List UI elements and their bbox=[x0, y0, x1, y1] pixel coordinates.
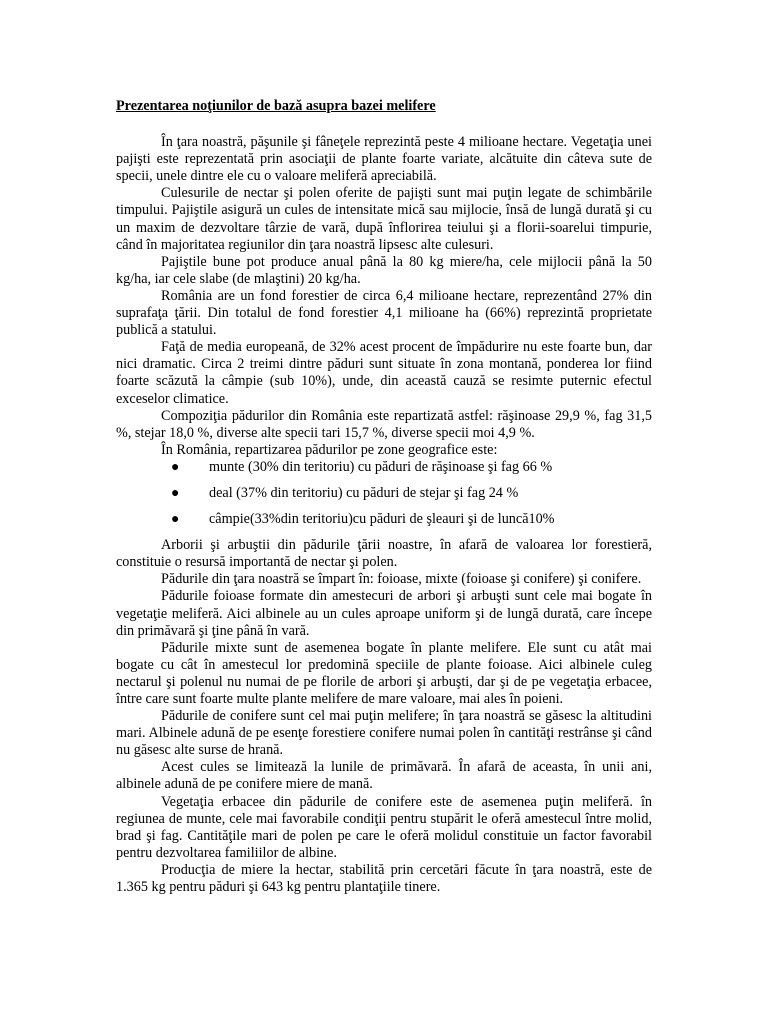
list-item bbox=[116, 511, 652, 528]
paragraph: Compoziţia pădurilor din România este repartizată astfel: răşinoase 29,9 %, fag 31,5 %, stejar 18,0 %, diverse alte specii tari 15,7 %, diverse specii moi 4,9 %. bbox=[116, 407, 652, 441]
paragraph: Producţia de miere la hectar, stabilită prin cercetări făcute în ţara noastră, este de 1.365 kg pentru păduri şi 643 kg pentru plantaţiile tinere. bbox=[116, 861, 652, 896]
document-page bbox=[116, 98, 652, 896]
list-item bbox=[116, 485, 652, 502]
paragraph: Pajiştile bune pot produce anual până la 80 kg miere/ha, cele mijlocii până la 50 kg/ha, iar cele slabe (de mlaştini) 20 kg/ha. bbox=[116, 253, 652, 287]
list-item-text: deal (37% din teritoriu) cu păduri de stejar şi fag 24 % bbox=[209, 484, 519, 501]
paragraph: România are un fond forestier de circa 6,4 milioane hectare, reprezentând 27% din suprafaţa ţării. Din totalul de fond forestier 4,1 milioane ha (66%) reprezintă proprietate publică a statului. bbox=[116, 287, 652, 339]
paragraph: Arborii şi arbuştii din pădurile ţării noastre, în afară de valoarea lor forestieră, constituie o resursă importantă de nectar şi polen. bbox=[116, 537, 652, 571]
section-forests bbox=[116, 537, 652, 896]
paragraph: În România, repartizarea pădurilor pe zone geografice este: bbox=[161, 441, 498, 458]
list-item bbox=[116, 459, 652, 476]
list-item-text: câmpie(33%din teritoriu)cu păduri de şleauri şi de luncă10% bbox=[209, 511, 555, 528]
paragraph: Pădurile de conifere sunt cel mai puţin melifere; în ţara noastră se găsesc la altitudini mari. Albinele adună de pe esenţe forestiere conifere numai polen în cantităţi restrânse şi când nu găsesc alte surse de hrană. bbox=[116, 708, 652, 759]
paragraph: Vegetaţia erbacee din pădurile de conifere este de asemenea puţin meliferă. în regiunea de munte, cele mai favorabile condiţii pentru stupărit le oferă amestecul între molid, brad şi fag. Cantităţile mari de polen pe care le oferă molidul constituie un factor favorabil pentru dezvoltarea familiilor de albine. bbox=[116, 793, 652, 861]
paragraph: Faţă de media europeană, de 32% acest procent de împădurire nu este foarte bun, dar nici dramatic. Circa 2 treimi dintre păduri sunt situate în zona montană, ponderea lor fiind foarte scăzută la câmpie (sub 10%), unde, din această cauză se resimte puternic efectul exceselor climatice. bbox=[116, 339, 652, 407]
forest-zones-list bbox=[116, 459, 652, 528]
paragraph: Culesurile de nectar şi polen oferite de pajişti sunt mai puţin legate de schimbările timpului. Pajiştile asigură un cules de intensitate mică sau mijlocie, însă de lungă durată şi cu un maxim de dezvoltare târzie de vară, după înflorirea teiului şi a florii-soarelui timpurie, când în majoritatea regiunilor din ţara noastră lipsesc alte culesuri. bbox=[116, 185, 652, 253]
section-pastures bbox=[116, 134, 652, 459]
paragraph: În ţara noastră, păşunile şi fâneţele reprezintă peste 4 milioane hectare. Vegetaţia unei pajişti este reprezentată prin asociaţii de plante foarte variate, alcătuite din câteva sute de specii, unele dintre ele cu o valoare meliferă apreciabilă. bbox=[116, 134, 652, 185]
list-item-text: munte (30% din teritoriu) cu păduri de răşinoase şi fag 66 % bbox=[209, 458, 553, 475]
paragraph: Pădurile foioase formate din amestecuri de arbori şi arbuşti sunt cele mai bogate în vegetaţie meliferă. Aici albinele au un cules aproape uniform şi de lungă durată, care începe din primăvară şi ţine până în vară. bbox=[116, 588, 652, 639]
paragraph: Acest cules se limitează la lunile de primăvară. În afară de aceasta, în unii ani, albinele adună de pe conifere miere de mană. bbox=[116, 759, 652, 793]
paragraph: Pădurile din ţara noastră se împart în: foioase, mixte (foioase şi conifere) şi conifere. bbox=[161, 571, 642, 588]
bullet-icon: ● bbox=[171, 485, 180, 501]
document-title: Prezentarea noţiunilor de bază asupra bazei melifere bbox=[116, 98, 436, 114]
bullet-icon: ● bbox=[171, 512, 180, 528]
bullet-icon: ● bbox=[171, 459, 180, 475]
paragraph: Pădurile mixte sunt de asemenea bogate în plante melifere. Ele sunt cu atât mai bogate cu cât în amestecul lor predomină speciile de plante foioase. Aici albinele culeg nectarul şi polenul nu numai de pe florile de arbori şi arbuşti, dar şi de pe vegetaţia erbacee, între care sunt foarte multe plante melifere de mare valoare, mai ales în poieni. bbox=[116, 639, 652, 707]
